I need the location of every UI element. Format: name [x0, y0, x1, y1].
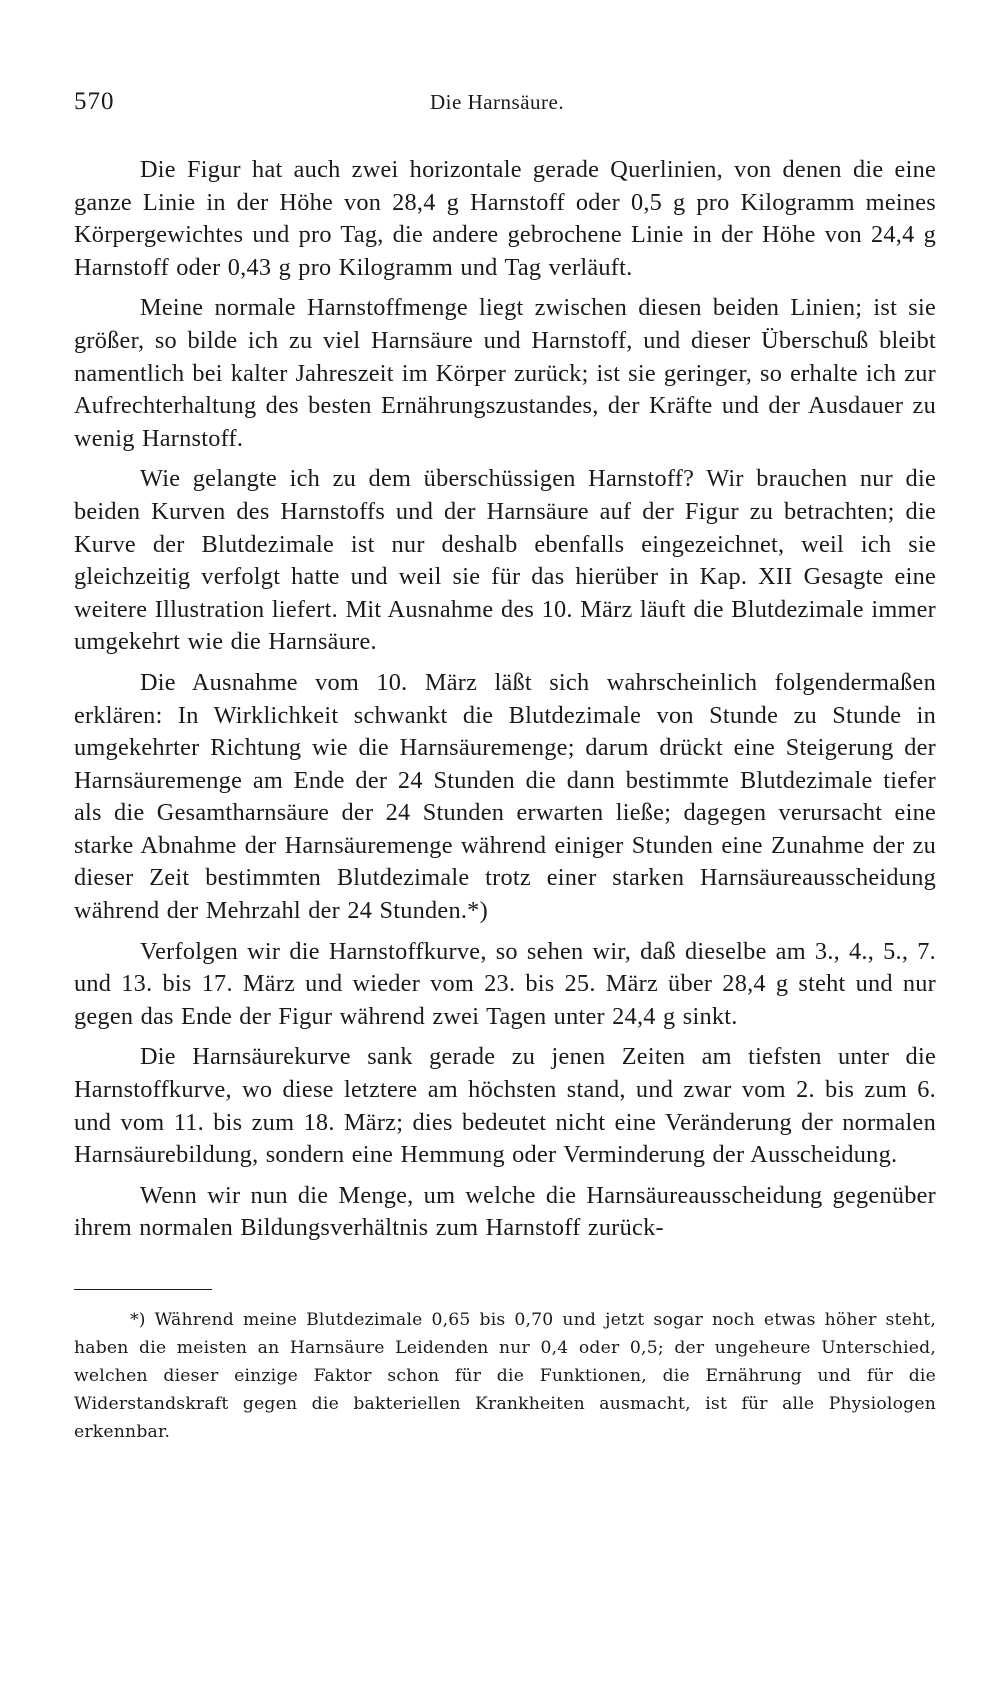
paragraph: Wenn wir nun die Menge, um welche die Harnsäureausscheidung gegenüber ihrem normalen Bildungsverhältnis zum Harnstoff zurück- [74, 1181, 936, 1242]
footnote: *) Während meine Blutdezimale 0,65 bis 0,70 und jetzt sogar noch etwas höher steht, haben die meisten an Harnsäure Leidenden nur 0,4 oder 0,5; der ungeheure Unterschied, welchen dieser einzige Faktor schon für die Funktionen, die Ernährung und für die Widerstandskraft gegen die bakteriellen Krankheiten ausmacht, ist für alle Physiologen erkennbar. [74, 1310, 936, 1442]
running-head [74, 88, 936, 128]
running-title: Die Harnsäure. [430, 90, 565, 114]
paragraph: Wie gelangte ich zu dem überschüssigen Harnstoff? Wir brauchen nur die beiden Kurven des Harnstoffs und der Harnsäure auf der Figur zu betrachten; die Kurve der Blutdezimale ist nur deshalb ebenfalls eingezeichnet, weil ich sie gleichzeitig verfolgt hatte und weil sie für das hierüber in Kap. XII Gesagte eine weitere Illustration liefert. Mit Ausnahme des 10. März läuft die Blutdezimale immer umgekehrt wie die Harnsäure. [74, 465, 936, 656]
footnote-divider [74, 1289, 212, 1290]
paragraph: Meine normale Harnstoffmenge liegt zwischen diesen beiden Linien; ist sie größer, so bilde ich zu viel Harnsäure und Harnstoff, und dieser Überschuß bleibt namentlich bei kalter Jahreszeit im Körper zurück; ist sie geringer, so erhalte ich zur Aufrechterhaltung des besten Ernährungszustandes, der Kräfte und der Ausdauer zu wenig Harnstoff. [74, 294, 936, 452]
paragraph: Die Harnsäurekurve sank gerade zu jenen Zeiten am tiefsten unter die Harnstoffkurve, wo diese letztere am höchsten stand, und zwar vom 2. bis zum 6. und vom 11. bis zum 18. März; dies bedeutet nicht eine Veränderung der normalen Harnsäurebildung, sondern eine Hemmung oder Verminderung der Ausscheidung. [74, 1043, 936, 1169]
paragraph: Die Ausnahme vom 10. März läßt sich wahrscheinlich folgendermaßen erklären: In Wirklichkeit schwankt die Blutdezimale von Stunde zu Stunde in umgekehrter Richtung wie die Harnsäuremenge; darum drückt eine Steigerung der Harnsäuremenge am Ende der 24 Stunden die dann bestimmte Blutdezimale tiefer als die Gesamtharnsäure der 24 Stunden erwarten ließe; dagegen verursacht eine starke Abnahme der Harnsäuremenge während einiger Stunden eine Zunahme der zu dieser Zeit bestimmten Blutdezimale trotz einer starken Harnsäureausscheidung während der Mehrzahl der 24 Stunden.*) [74, 668, 936, 925]
page-number: 570 [74, 88, 115, 115]
paragraph: Die Figur hat auch zwei horizontale gerade Querlinien, von denen die eine ganze Linie in der Höhe von 28,4 g Harnstoff oder 0,5 g pro Kilogramm meines Körpergewichtes und pro Tag, die andere gebrochene Linie in der Höhe von 24,4 g Harnstoff oder 0,43 g pro Kilogramm und Tag verläuft. [74, 156, 936, 281]
paragraph: Verfolgen wir die Harnstoffkurve, so sehen wir, daß dieselbe am 3., 4., 5., 7. und 13. bis 17. März und wieder vom 23. bis 25. März über 28,4 g steht und nur gegen das Ende der Figur während zwei Tagen unter 24,4 g sinkt. [74, 937, 936, 1030]
book-page [74, 88, 936, 1446]
body-text [74, 154, 936, 1245]
